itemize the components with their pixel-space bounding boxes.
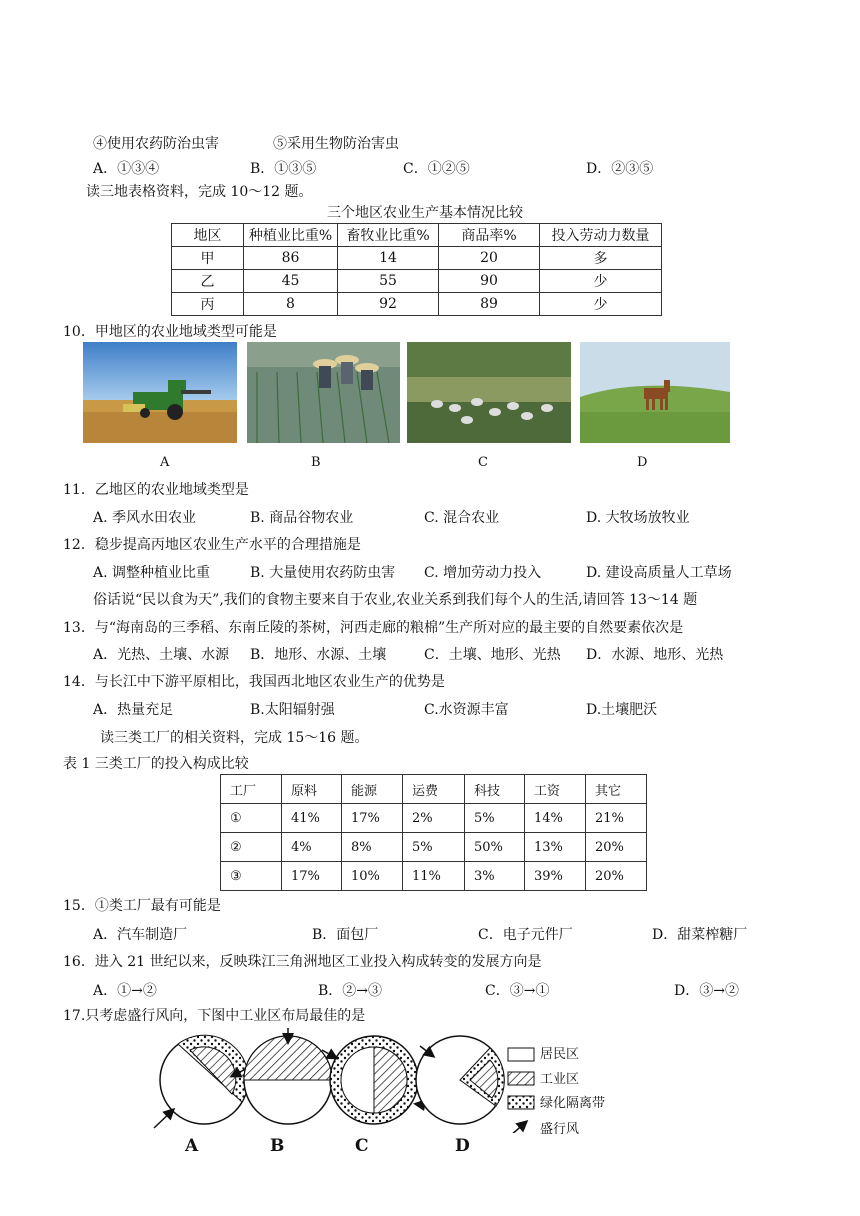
table-cell: 17% [342,804,403,833]
q13-option-b[interactable]: B．地形、水源、土壤 [250,647,387,663]
table-header-cell: 科技 [465,775,525,804]
q16-stem: 16．进入 21 世纪以来，反映珠江三角洲地区工业投入构成转变的发展方向是 [63,954,542,970]
table-header-cell: 畜牧业比重% [338,224,439,247]
diagram-b [244,1028,332,1124]
q16-option-a[interactable]: A．①→② [93,983,157,999]
table-header-cell: 地区 [172,224,244,247]
q15-option-a[interactable]: A．汽车制造厂 [93,927,188,943]
photo-label-b[interactable]: B [311,455,321,470]
legend [508,1048,534,1133]
table-cell: 多 [540,247,662,270]
table-header-cell: 原料 [282,775,342,804]
table-header-cell: 种植业比重% [244,224,338,247]
table1-caption: 三个地区农业生产基本情况比较 [327,205,523,221]
q15-stem: 15．①类工厂最有可能是 [63,898,221,914]
table-cell: 14% [525,804,586,833]
q14-option-c[interactable]: C.水资源丰富 [424,702,509,718]
diagram-d [416,1036,504,1124]
table-header-row [221,775,647,804]
table-cell: 20% [586,862,647,891]
table-row [221,804,647,833]
table-row [172,270,662,293]
table-cell: 13% [525,833,586,862]
q11-stem: 11．乙地区的农业地域类型是 [63,482,249,498]
q11-option-d[interactable]: D. 大牧场放牧业 [586,510,690,526]
table-cell: 20% [586,833,647,862]
photo-sheep-grassland [407,342,571,443]
table-cell: ① [221,804,282,833]
table-cell: 92 [338,293,439,316]
top-option-d[interactable]: D．②③⑤ [586,161,654,177]
table-cell: 少 [540,293,662,316]
intro-10-12: 读三地表格资料，完成 10～12 题。 [86,184,313,200]
table-header-cell: 运费 [403,775,465,804]
legend-industrial: 工业区 [540,1072,580,1087]
diagram-a [154,1035,248,1128]
q15-option-c[interactable]: C．电子元件厂 [478,927,573,943]
table-cell: 2% [403,804,465,833]
item-5: ⑤采用生物防治害虫 [273,136,399,152]
table-cell: 89 [439,293,540,316]
q16-option-c[interactable]: C．③→① [485,983,550,999]
q12-option-a[interactable]: A. 调整种植业比重 [93,565,211,581]
table-cell: 21% [586,804,647,833]
q12-stem: 12．稳步提高丙地区农业生产水平的合理措施是 [63,537,361,553]
table-cell: 20 [439,247,540,270]
table-cell: 8 [244,293,338,316]
q14-option-b[interactable]: B.太阳辐射强 [250,702,335,718]
table-cell: 5% [403,833,465,862]
table-cell: 45 [244,270,338,293]
table-cell: 50% [465,833,525,862]
table-cell: 甲 [172,247,244,270]
table-cell: 8% [342,833,403,862]
diagram-label-d[interactable]: D [455,1136,470,1156]
q11-option-c[interactable]: C. 混合农业 [424,510,500,526]
item-4: ④使用农药防治虫害 [93,136,219,152]
intro-15-16: 读三类工厂的相关资料，完成 15～16 题。 [100,730,369,746]
table-row [221,833,647,862]
diagram-label-b[interactable]: B [270,1136,285,1156]
table-cell: 14 [338,247,439,270]
table-header-cell: 工资 [525,775,586,804]
q12-option-d[interactable]: D. 建设高质量人工草场 [586,565,732,581]
q13-option-a[interactable]: A．光热、土壤、水源 [93,647,230,663]
table-header-cell: 投入劳动力数量 [540,224,662,247]
top-option-a[interactable]: A．①③④ [93,161,160,177]
q13-option-c[interactable]: C．土壤、地形、光热 [424,647,561,663]
diagram-label-a[interactable]: A [185,1136,199,1156]
industrial-layout-diagram [140,1028,660,1133]
photo-label-c[interactable]: C [478,455,488,470]
table-cell: ② [221,833,282,862]
q13-option-d[interactable]: D．水源、地形、光热 [586,647,724,663]
q14-option-d[interactable]: D.土壤肥沃 [586,702,658,718]
table2-caption: 表 1 三类工厂的投入构成比较 [63,756,249,772]
legend-residential: 居民区 [540,1047,580,1062]
q14-option-a[interactable]: A．热量充足 [93,702,174,718]
photo-horse-grassland [580,342,730,443]
top-option-b[interactable]: B．①③⑤ [250,161,317,177]
table-cell: 丙 [172,293,244,316]
diagram-label-c[interactable]: C [355,1136,369,1156]
legend-wind: 盛行风 [540,1122,580,1137]
table-cell: 4% [282,833,342,862]
table-cell: 10% [342,862,403,891]
table-cell: 17% [282,862,342,891]
q15-option-b[interactable]: B．面包厂 [312,927,379,943]
table-cell: 41% [282,804,342,833]
table-header-cell: 能源 [342,775,403,804]
q12-option-c[interactable]: C. 增加劳动力投入 [424,565,542,581]
table-cell: 乙 [172,270,244,293]
table-header-row [172,224,662,247]
q16-option-d[interactable]: D．③→② [674,983,739,999]
q10-stem: 10．甲地区的农业地域类型可能是 [63,324,277,340]
q11-option-b[interactable]: B. 商品谷物农业 [250,510,354,526]
q12-option-b[interactable]: B. 大量使用农药防虫害 [250,565,396,581]
table-row [172,293,662,316]
table-cell: 5% [465,804,525,833]
table-cell: ③ [221,862,282,891]
q13-stem: 13．与“海南岛的三季稻、东南丘陵的茶树，河西走廊的粮棉”生产所对应的最主要的自然要素依次是 [63,620,684,636]
q14-stem: 14．与长江中下游平原相比，我国西北地区农业生产的优势是 [63,674,445,690]
agri-table [171,223,662,316]
legend-greenbelt: 绿化隔离带 [540,1096,606,1111]
photo-label-a[interactable]: A [160,455,170,470]
table-cell: 55 [338,270,439,293]
factory-table [220,774,647,891]
table-header-cell: 其它 [586,775,647,804]
q16-option-b[interactable]: B．②→③ [318,983,383,999]
table-row [172,247,662,270]
table-cell: 90 [439,270,540,293]
table-cell: 11% [403,862,465,891]
photo-combine-harvester [83,342,237,443]
table-cell: 86 [244,247,338,270]
photo-label-d[interactable]: D [637,455,648,470]
photo-rice-paddy [247,342,400,443]
q11-option-a[interactable]: A. 季风水田农业 [93,510,197,526]
table-header-cell: 商品率% [439,224,540,247]
q15-option-d[interactable]: D．甜菜榨糖厂 [652,927,748,943]
table-cell: 3% [465,862,525,891]
table-header-cell: 工厂 [221,775,282,804]
intro-13-14: 俗话说“民以食为天”,我们的食物主要来自于农业,农业关系到我们每个人的生活,请回答 13～14 题 [93,592,698,608]
top-option-c[interactable]: C．①②⑤ [403,161,470,177]
table-cell: 39% [525,862,586,891]
q17-stem: 17.只考虑盛行风向，下图中工业区布局最佳的是 [63,1008,366,1024]
table-row [221,862,647,891]
table-cell: 少 [540,270,662,293]
